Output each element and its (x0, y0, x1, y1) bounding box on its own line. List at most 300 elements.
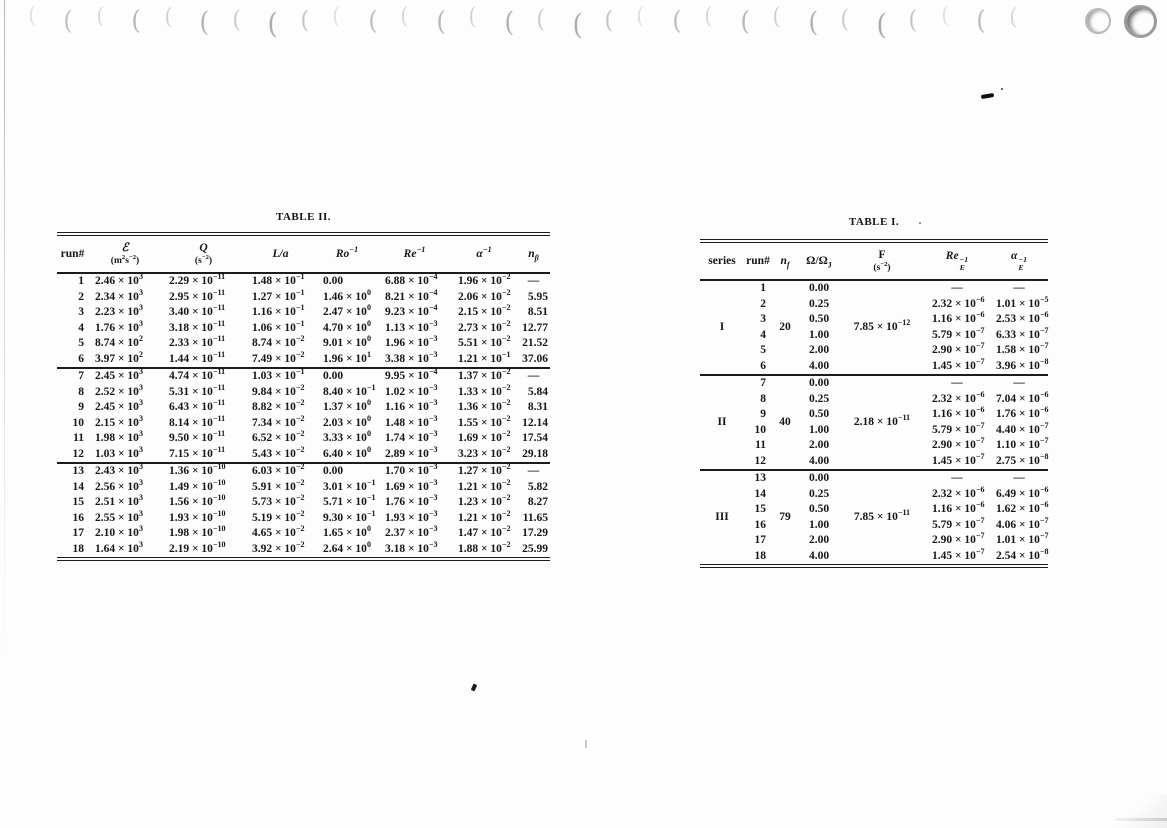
table-cell: 5 (78, 337, 84, 349)
table-cell: $7.85 \times 10^{-11}$ (840, 470, 924, 566)
table-cell: 10 (754, 423, 766, 436)
table-cell: 5 (760, 344, 766, 356)
binding-hole-mark: ( (740, 6, 750, 38)
series-group (700, 375, 1048, 470)
table-cell: 8.27 (527, 496, 548, 508)
table-cell: $1.03 \times 10^3$ (95, 444, 143, 460)
table-cell: — (990, 470, 1048, 487)
table-cell: 12 (754, 454, 766, 467)
binding-hole-mark: ( (63, 5, 74, 36)
series-group (700, 470, 1048, 566)
table-cell: $1.10 \times 10^{-7}$ (996, 436, 1049, 451)
table-cell: 1 (760, 282, 766, 294)
table-cell: 1.00 (808, 328, 830, 341)
table-cell: $6.33 \times 10^{-7}$ (996, 325, 1049, 341)
table-cell: $6.88 \times 10^{-4}$ (385, 272, 438, 287)
table-cell: $8.40 \times 10^{-1}$ (323, 382, 376, 398)
table-cell: $2.89 \times 10^{-3}$ (385, 444, 438, 460)
table-cell: $1.36 \times 10^{-10}$ (162, 463, 245, 480)
table-cell: $2.64 \times 10^0$ (323, 539, 371, 555)
pen-mark (981, 93, 994, 99)
binding-hole-mark: ( (536, 4, 545, 33)
table-cell: 17 (754, 534, 766, 546)
table-cell: $2.15 \times 10^{-2}$ (458, 303, 511, 318)
table-cell: $1.16 \times 10^{-6}$ (932, 500, 985, 515)
table-cell: $3.33 \times 10^0$ (323, 429, 371, 444)
table-cell: 15 (754, 503, 766, 515)
table-cell: $7.49 \times 10^{-2}$ (252, 349, 305, 365)
binding-hole-mark: ( (976, 5, 986, 36)
table-cell: 40 (772, 375, 798, 470)
table-cell: 4 (78, 321, 84, 334)
column-header: run# (744, 241, 772, 280)
table-cell: $1.27 \times 10^{-2}$ (451, 463, 517, 480)
table-cell: $1.16 \times 10^{-1}$ (252, 303, 305, 318)
table-row (57, 447, 550, 464)
table-cell: 8 (760, 392, 766, 405)
run-group (57, 368, 550, 463)
table-cell: 18 (72, 542, 84, 555)
table-cell: 4.00 (808, 549, 830, 562)
table-i (700, 239, 1048, 568)
table-cell: $1.45 \times 10^{-7}$ (932, 356, 985, 372)
table-cell: — (990, 375, 1048, 392)
column-header: $\alpha^{-1}$ (451, 234, 517, 273)
table-cell: $8.74 \times 10^2$ (95, 334, 143, 349)
binding-hole-mark: ( (571, 7, 583, 41)
table-cell: 1.00 (808, 423, 830, 436)
table-cell: $1.64 \times 10^3$ (95, 539, 143, 555)
table-cell: $1.96 \times 10^{-3}$ (385, 334, 438, 349)
table-cell: $9.50 \times 10^{-11}$ (169, 429, 226, 444)
binding-hole-mark: ( (876, 7, 887, 41)
table-cell: 11 (755, 439, 766, 451)
table-cell: $3.23 \times 10^{-2}$ (458, 444, 511, 460)
table-i-caption: TABLE I. (848, 216, 900, 228)
ink-speck (585, 740, 587, 748)
table-cell: $1.96 \times 10^1$ (323, 349, 371, 365)
table-cell: $1.33 \times 10^{-2}$ (458, 382, 511, 398)
table-cell: $5.79 \times 10^{-7}$ (932, 515, 985, 531)
table-cell: $1.93 \times 10^{-10}$ (169, 508, 226, 524)
table-cell: 15 (72, 496, 84, 508)
table-cell: 8 (78, 385, 84, 398)
table-cell: $2.45 \times 10^3$ (88, 368, 162, 385)
table-cell: $1.76 \times 10^{-6}$ (996, 405, 1049, 420)
table-cell: 11 (73, 432, 84, 444)
table-cell: 0.00 (323, 275, 344, 287)
run-group (57, 273, 550, 368)
table-cell: $2.46 \times 10^3$ (95, 272, 143, 287)
spiral-binding (0, 0, 1167, 46)
table-i-section (700, 216, 1048, 568)
run-group (57, 463, 550, 559)
table-cell: 20 (779, 320, 791, 333)
table-cell: — (924, 470, 990, 487)
table-cell: $9.23 \times 10^{-4}$ (385, 303, 438, 318)
table-cell: 4.00 (808, 359, 830, 372)
table-cell: 14 (754, 487, 766, 500)
table-cell: $2.52 \times 10^3$ (95, 382, 143, 398)
table-cell: $2.90 \times 10^{-7}$ (932, 531, 985, 546)
binding-hole-mark: ( (1008, 3, 1017, 30)
table-row (57, 352, 550, 369)
table-cell: $1.23 \times 10^{-2}$ (458, 493, 511, 508)
table-cell: $1.98 \times 10^{-10}$ (169, 524, 226, 539)
table-cell: 11.65 (522, 511, 548, 524)
binding-ring-icon (1124, 5, 1157, 38)
table-cell: $2.56 \times 10^3$ (95, 477, 143, 493)
column-header: $n_\beta$ (517, 234, 550, 273)
table-cell: $1.16 \times 10^{-3}$ (385, 398, 438, 413)
table-cell: 2.00 (808, 344, 830, 356)
table-cell: $2.54 \times 10^{-8}$ (996, 546, 1049, 562)
table-ii-section (57, 211, 550, 561)
table-cell: 13 (57, 463, 88, 480)
table-cell: $2.55 \times 10^3$ (95, 508, 143, 524)
scan-shadow (1047, 794, 1167, 828)
table-row (700, 375, 1048, 392)
table-cell: 14 (72, 480, 84, 493)
binding-hole-mark: ( (908, 5, 918, 35)
table-cell: $2.15 \times 10^3$ (95, 413, 143, 429)
table-cell: 2.00 (808, 439, 830, 451)
table-cell: $1.98 \times 10^3$ (95, 429, 143, 444)
table-cell: 25.99 (522, 542, 548, 555)
table-cell: $2.51 \times 10^3$ (95, 493, 143, 508)
table-cell: $1.93 \times 10^{-3}$ (385, 508, 438, 524)
table-cell: 16 (754, 518, 766, 531)
binding-ring-icon (1085, 8, 1111, 34)
binding-hole-mark: ( (941, 3, 949, 29)
table-cell: 12 (72, 447, 84, 460)
table-cell: $3.18 \times 10^{-3}$ (385, 539, 438, 555)
table-row (700, 470, 1048, 487)
table-cell: $2.75 \times 10^{-8}$ (996, 451, 1049, 467)
table-cell: $4.74 \times 10^{-11}$ (162, 368, 245, 385)
table-cell: $2.10 \times 10^3$ (95, 524, 143, 539)
table-cell: $2.90 \times 10^{-7}$ (932, 436, 985, 451)
table-cell: 6 (760, 359, 766, 372)
table-cell: $1.45 \times 10^{-7}$ (932, 546, 985, 562)
table-cell: $9.01 \times 10^0$ (323, 334, 371, 349)
table-cell: $4.70 \times 10^0$ (323, 318, 371, 334)
table-cell: $8.74 \times 10^{-2}$ (252, 334, 305, 349)
binding-hole-mark: ( (199, 6, 210, 38)
table-cell: $2.33 \times 10^{-11}$ (169, 334, 226, 349)
table-cell: $1.76 \times 10^{-3}$ (385, 493, 438, 508)
table-cell: $1.49 \times 10^{-10}$ (169, 477, 226, 493)
table-cell: $1.16 \times 10^{-6}$ (932, 310, 985, 325)
table-cell: 9 (78, 401, 84, 413)
header-row (700, 241, 1048, 280)
binding-hole-mark: ( (164, 4, 173, 31)
column-header: $Re^{-1}$ (378, 234, 451, 273)
table-cell: $9.30 \times 10^{-1}$ (323, 508, 376, 524)
table-cell: 17 (72, 527, 84, 539)
column-header: ℰ $(m^2s^{-2})$ (88, 234, 162, 273)
table-cell: $1.03 \times 10^{-1}$ (245, 368, 316, 385)
table-cell: $1.88 \times 10^{-2}$ (458, 539, 511, 555)
table-cell: 10 (72, 416, 84, 429)
table-cell: 4 (760, 328, 766, 341)
binding-hole-mark: ( (131, 6, 142, 37)
table-cell: — (924, 375, 990, 392)
table-cell: $2.53 \times 10^{-6}$ (996, 310, 1049, 325)
table-cell: $9.84 \times 10^{-2}$ (252, 382, 305, 398)
table-ii-head (57, 234, 550, 273)
table-cell: — (1013, 282, 1025, 294)
table-cell: 0.25 (808, 392, 830, 405)
table-cell: — (527, 275, 540, 287)
table-cell: $1.36 \times 10^{-2}$ (458, 398, 511, 413)
binding-hole-mark: ( (368, 5, 378, 36)
table-cell: $5.51 \times 10^{-2}$ (458, 334, 511, 349)
table-cell: 5.84 (527, 385, 548, 398)
column-header: $\Omega/\Omega_J$ (798, 241, 840, 280)
table-cell: $2.47 \times 10^0$ (323, 303, 371, 318)
table-cell: $7.04 \times 10^{-6}$ (996, 389, 1049, 405)
binding-hole-mark: ( (636, 3, 645, 29)
table-cell: $1.47 \times 10^{-2}$ (458, 524, 511, 539)
table-cell: $1.69 \times 10^{-2}$ (458, 429, 511, 444)
column-header: Re −1 E (924, 241, 990, 280)
table-cell: $8.82 \times 10^{-2}$ (252, 398, 305, 413)
table-cell: $3.40 \times 10^{-11}$ (169, 303, 226, 318)
table-cell: $6.52 \times 10^{-2}$ (252, 429, 305, 444)
table-cell: 13 (744, 470, 772, 487)
table-cell: $1.44 \times 10^{-11}$ (169, 349, 226, 365)
table-cell: 3 (760, 313, 766, 325)
table-cell: $1.58 \times 10^{-7}$ (996, 341, 1049, 356)
table-cell: — (951, 282, 963, 294)
binding-hole-mark: ( (267, 7, 278, 41)
table-cell: $7.15 \times 10^{-11}$ (169, 444, 226, 460)
table-cell: 8.31 (527, 401, 548, 413)
table-cell: 0.25 (808, 487, 830, 500)
table-cell: $5.91 \times 10^{-2}$ (252, 477, 305, 493)
table-cell: $1.62 \times 10^{-6}$ (996, 500, 1049, 515)
series-group (700, 280, 1048, 375)
series-label: III (700, 470, 744, 566)
table-cell: 37.06 (522, 352, 548, 365)
table-cell: $2.37 \times 10^{-3}$ (385, 524, 438, 539)
table-cell: 18 (754, 549, 766, 562)
table-cell: $1.46 \times 10^0$ (323, 287, 371, 303)
table-cell: $1.55 \times 10^{-2}$ (458, 413, 511, 429)
table-cell: $5.31 \times 10^{-11}$ (169, 382, 226, 398)
table-cell: 17.29 (522, 527, 548, 539)
table-cell: 0.00 (316, 463, 378, 480)
table-cell: $3.38 \times 10^{-3}$ (385, 349, 438, 365)
table-cell: 5.82 (527, 480, 548, 493)
table-cell: $1.27 \times 10^{-1}$ (252, 287, 305, 303)
table-cell: $3.92 \times 10^{-2}$ (252, 539, 305, 555)
table-cell: $6.49 \times 10^{-6}$ (996, 484, 1049, 500)
table-cell: $1.76 \times 10^3$ (95, 318, 143, 334)
table-cell: 7 (57, 368, 88, 385)
table-cell: $1.16 \times 10^{-6}$ (932, 405, 985, 420)
table-cell: 2.00 (808, 534, 830, 546)
page-edge-line (4, 0, 5, 828)
table-cell: 4.00 (808, 454, 830, 467)
column-header: run# (57, 234, 88, 273)
table-cell: 0.00 (316, 368, 378, 385)
table-cell: $3.97 \times 10^2$ (95, 349, 143, 365)
table-cell: $2.03 \times 10^0$ (323, 413, 371, 429)
table-cell: 3 (78, 306, 84, 318)
ink-speck (1001, 88, 1003, 90)
header-row (57, 234, 550, 273)
table-cell: $2.34 \times 10^3$ (95, 287, 143, 303)
column-header: F $(s^{-2})$ (840, 241, 924, 280)
table-row (57, 542, 550, 560)
table-cell: $2.32 \times 10^{-6}$ (932, 389, 985, 405)
table-cell: 0.25 (808, 297, 830, 310)
table-cell: $1.70 \times 10^{-3}$ (378, 463, 451, 480)
binding-hole-mark: ( (672, 5, 682, 36)
table-cell: 0.00 (808, 282, 830, 294)
table-cell: $1.65 \times 10^0$ (323, 524, 371, 539)
column-header: $Ro^{-1}$ (316, 234, 378, 273)
binding-hole-mark: ( (772, 4, 781, 31)
column-header: L/a (245, 234, 316, 273)
table-cell: $2.73 \times 10^{-2}$ (458, 318, 511, 334)
table-cell: $1.56 \times 10^{-10}$ (169, 493, 226, 508)
table-cell: $2.19 \times 10^{-10}$ (169, 539, 226, 555)
table-cell: $2.90 \times 10^{-7}$ (932, 341, 985, 356)
table-cell: $1.21 \times 10^{-1}$ (458, 349, 511, 365)
table-cell: $4.06 \times 10^{-7}$ (996, 515, 1049, 531)
table-cell: $2.32 \times 10^{-6}$ (932, 294, 985, 310)
table-cell: $5.79 \times 10^{-7}$ (932, 325, 985, 341)
column-header: $n_f$ (772, 241, 798, 280)
table-cell: $5.71 \times 10^{-1}$ (323, 493, 376, 508)
ink-speck (471, 683, 478, 691)
table-cell: $1.48 \times 10^{-3}$ (385, 413, 438, 429)
table-cell: $4.40 \times 10^{-7}$ (996, 420, 1049, 436)
table-cell: $2.23 \times 10^3$ (95, 303, 143, 318)
table-cell: 5.95 (527, 290, 548, 303)
table-cell: $1.21 \times 10^{-2}$ (458, 477, 511, 493)
table-cell: 29.18 (522, 447, 548, 460)
table-cell: $2.95 \times 10^{-11}$ (169, 287, 226, 303)
table-cell: $8.21 \times 10^{-4}$ (385, 287, 438, 303)
table-cell: 0.50 (808, 503, 830, 515)
binding-hole-mark: ( (400, 3, 409, 29)
table-cell: 1 (78, 275, 84, 287)
table-cell: $1.21 \times 10^{-2}$ (458, 508, 511, 524)
table-cell: 79 (772, 470, 798, 566)
table-cell: $2.29 \times 10^{-11}$ (169, 272, 226, 287)
table-ii (57, 232, 550, 561)
table-cell: 8.51 (527, 306, 548, 318)
series-label: I (719, 320, 725, 333)
table-cell: 1.00 (808, 518, 830, 531)
table-cell: $2.06 \times 10^{-2}$ (458, 287, 511, 303)
table-cell: $1.37 \times 10^0$ (323, 398, 371, 413)
binding-hole-mark: ( (28, 3, 36, 27)
table-cell: $5.73 \times 10^{-2}$ (252, 493, 305, 508)
table-cell: 12.14 (522, 416, 548, 429)
table-cell: $1.02 \times 10^{-3}$ (385, 382, 438, 398)
table-cell: $2.32 \times 10^{-6}$ (932, 484, 985, 500)
table-cell: 2 (760, 297, 766, 310)
table-cell: $4.65 \times 10^{-2}$ (252, 524, 305, 539)
table-cell: $7.85 \times 10^{-12}$ (853, 317, 911, 333)
table-cell: $1.01 \times 10^{-5}$ (996, 294, 1049, 310)
table-cell: $5.19 \times 10^{-2}$ (252, 508, 305, 524)
table-cell: 6 (78, 352, 84, 365)
table-cell: $2.45 \times 10^3$ (95, 398, 143, 413)
binding-hole-mark: ( (232, 4, 241, 33)
table-cell: $6.03 \times 10^{-2}$ (245, 463, 316, 480)
table-cell: $1.37 \times 10^{-2}$ (451, 368, 517, 385)
table-cell: $2.43 \times 10^3$ (88, 463, 162, 480)
binding-hole-mark: ( (332, 3, 341, 29)
column-header: Q $(s^{-2})$ (162, 234, 245, 273)
table-cell: $3.18 \times 10^{-11}$ (169, 318, 226, 334)
binding-hole-mark: ( (468, 4, 477, 31)
table-cell: $1.48 \times 10^{-1}$ (252, 272, 305, 287)
table-cell: $3.01 \times 10^{-1}$ (323, 477, 376, 493)
table-cell: 17.54 (522, 432, 548, 444)
binding-hole-mark: ( (504, 6, 514, 38)
table-cell: 0.00 (798, 470, 840, 487)
table-ii-caption: TABLE II. (275, 211, 332, 223)
series-label: II (700, 375, 744, 470)
binding-hole-mark: ( (300, 5, 309, 35)
table-cell: 2 (78, 290, 84, 303)
table-cell: $7.34 \times 10^{-2}$ (252, 413, 305, 429)
table-cell: 12.77 (522, 321, 548, 334)
table-cell: $6.43 \times 10^{-11}$ (169, 398, 226, 413)
table-cell: 9 (760, 408, 766, 420)
table-cell: $2.18 \times 10^{-11}$ (840, 375, 924, 470)
binding-hole-mark: ( (604, 5, 614, 35)
table-cell: $1.13 \times 10^{-3}$ (385, 318, 438, 334)
table-cell: $8.14 \times 10^{-11}$ (169, 413, 226, 429)
binding-hole-mark: ( (96, 3, 105, 29)
table-cell: $1.45 \times 10^{-7}$ (932, 451, 985, 467)
table-i-head (700, 241, 1048, 280)
table-cell: $1.74 \times 10^{-3}$ (385, 429, 438, 444)
table-row (700, 280, 1048, 297)
table-cell: $3.96 \times 10^{-8}$ (996, 356, 1049, 372)
table-cell: 0.00 (798, 375, 840, 392)
table-cell: 16 (72, 511, 84, 524)
table-cell: $5.79 \times 10^{-7}$ (932, 420, 985, 436)
binding-hole-mark: ( (436, 6, 446, 38)
column-header: α −1 E (990, 241, 1048, 280)
table-cell: 21.52 (522, 337, 548, 349)
table-cell: $5.43 \times 10^{-2}$ (252, 444, 305, 460)
table-cell: — (517, 463, 550, 480)
binding-hole-mark: ( (808, 7, 819, 39)
column-header: series (700, 241, 744, 280)
table-cell: 0.50 (808, 408, 830, 420)
table-cell: $9.95 \times 10^{-4}$ (378, 368, 451, 385)
table-cell: $1.96 \times 10^{-2}$ (458, 272, 511, 287)
table-cell: $1.06 \times 10^{-1}$ (252, 318, 305, 334)
table-cell: 0.50 (808, 313, 830, 325)
binding-hole-mark: ( (840, 4, 850, 33)
table-cell: — (517, 368, 550, 385)
table-cell: $1.69 \times 10^{-3}$ (385, 477, 438, 493)
table-cell: $1.01 \times 10^{-7}$ (996, 531, 1049, 546)
binding-hole-mark: ( (704, 3, 713, 29)
table-cell: $6.40 \times 10^0$ (323, 444, 371, 460)
